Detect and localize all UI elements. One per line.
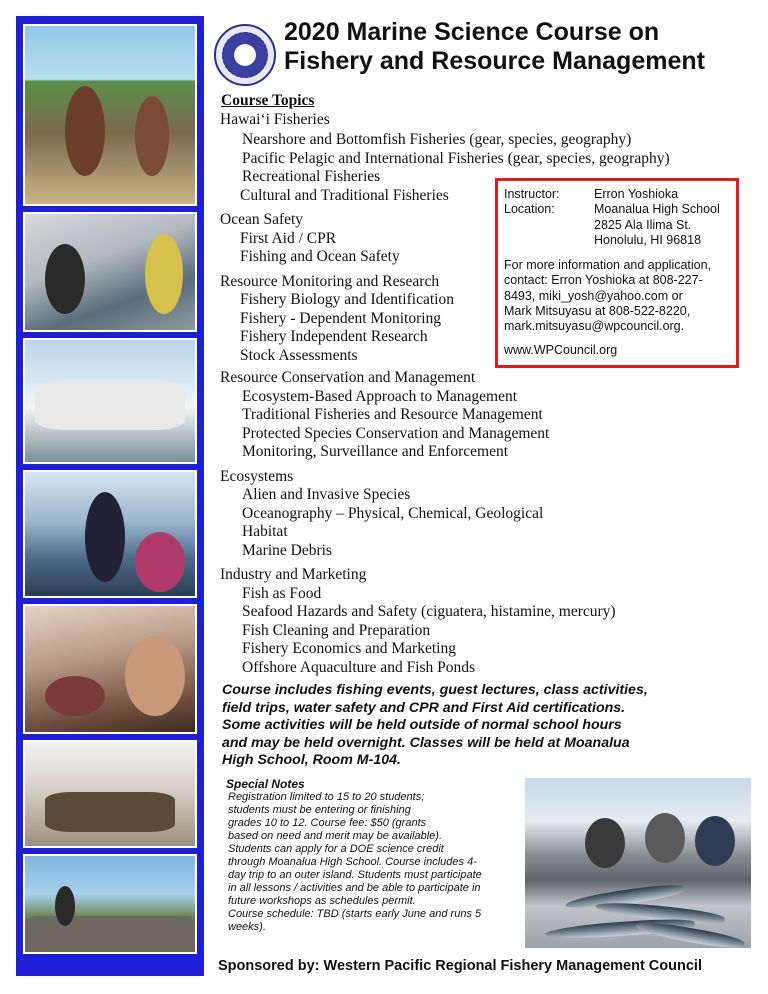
title-line-2: Fishery and Resource Management — [284, 47, 705, 75]
topic-item: Habitat — [242, 523, 288, 540]
photo-strip — [16, 16, 204, 976]
note-line: in all lessons / activities and be able to participate in — [228, 882, 481, 894]
photo-fish-lab — [23, 212, 197, 332]
course-highlights — [222, 682, 752, 770]
photo-group-shirts — [23, 338, 197, 464]
website-link[interactable]: www.WPCouncil.org — [504, 342, 618, 357]
location-line: 2825 Ala Ilima St. — [594, 217, 692, 232]
topic-group-ecosystems — [218, 468, 738, 561]
topic-group-industry-marketing — [218, 566, 738, 677]
note-line: weeks). — [228, 921, 266, 933]
title-line-1: 2020 Marine Science Course on — [284, 18, 660, 46]
topic-item: Seafood Hazards and Safety (ciguatera, histamine, mercury) — [242, 603, 616, 620]
topic-item: Nearshore and Bottomfish Fisheries (gear, species, geography) — [242, 131, 632, 148]
note-line: students must be entering or finishing — [228, 804, 411, 816]
sponsor-line: Sponsored by: Western Pacific Regional Fishery Management Council — [218, 958, 702, 974]
note-line: day trip to an outer island. Students must participate — [228, 869, 482, 881]
topic-item: Oceanography – Physical, Chemical, Geological — [242, 504, 544, 522]
photo-fish-auction — [525, 778, 751, 948]
photo-hula-dancers — [23, 24, 197, 206]
group-name: Ocean Safety — [220, 211, 304, 228]
group-name: Hawai‘i Fisheries — [220, 110, 330, 128]
topic-item: Recreational Fisheries — [242, 168, 381, 185]
instructor-label: Instructor: — [504, 187, 560, 201]
group-name: Industry and Marketing — [220, 566, 367, 583]
topic-item: Monitoring, Surveillance and Enforcement — [242, 443, 509, 460]
contact-line: 8493, miki_yosh@yahoo.com or — [504, 288, 683, 303]
topic-item: Fish Cleaning and Preparation — [242, 621, 431, 639]
highlight-line: High School, Room M-104. — [222, 752, 401, 768]
note-line: Students can apply for a DOE science credit — [228, 843, 444, 855]
photo-classroom — [23, 740, 197, 848]
topic-item: Pacific Pelagic and International Fisheries (gear, species, geography) — [242, 149, 670, 167]
location-line: Moanalua High School — [594, 202, 720, 217]
topic-item: Fish as Food — [242, 584, 322, 602]
group-name: Resource Conservation and Management — [220, 369, 476, 386]
location-row — [504, 202, 730, 248]
location-label: Location: — [504, 202, 555, 217]
note-line: based on need and merit may be available). — [228, 830, 443, 842]
location-line: Honolulu, HI 96818 — [594, 232, 702, 247]
topic-item: Marine Debris — [242, 541, 332, 559]
contact-line: Mark Mitsuyasu at 808-522-8220, — [504, 304, 691, 319]
topic-item: Fishery Economics and Marketing — [242, 640, 456, 657]
contact-line: mark.mitsuyasu@wpcouncil.org. — [504, 319, 685, 334]
topic-item: Stock Assessments — [240, 346, 358, 364]
topic-group-resource-conservation — [218, 369, 738, 462]
photo-fish-cleaning — [23, 604, 197, 734]
notes-heading: Special Notes — [226, 777, 305, 791]
topic-item: Fishery Independent Research — [240, 328, 428, 345]
topic-item: First Aid / CPR — [240, 229, 337, 247]
note-line: Registration limited to 15 to 20 students; — [228, 791, 425, 803]
note-line: Course schedule: TBD (starts early June and runs 5 — [228, 908, 482, 920]
note-line: future workshops as schedules permit. — [228, 895, 416, 907]
special-notes — [226, 777, 522, 934]
notes-body — [228, 791, 522, 934]
council-seal-logo — [214, 24, 276, 86]
contact-line: contact: Erron Yoshioka at 808-227- — [504, 273, 703, 288]
topic-item: Traditional Fisheries and Resource Management — [242, 406, 543, 423]
highlight-line: and may be held overnight. Classes will be held at Moanalua — [222, 734, 630, 751]
topic-item: Cultural and Traditional Fisheries — [240, 186, 449, 204]
instructor-value: Erron Yoshioka — [594, 187, 679, 201]
contact-text — [504, 258, 730, 334]
note-line: grades 10 to 12. Course fee: $50 (grants — [228, 817, 427, 829]
highlight-line: Course includes fishing events, guest lectures, class activities, — [222, 682, 648, 698]
group-name: Ecosystems — [220, 467, 294, 485]
topics-heading: Course Topics — [221, 92, 315, 109]
highlight-line: field trips, water safety and CPR and First Aid certifications. — [222, 699, 626, 716]
topic-item: Offshore Aquaculture and Fish Ponds — [242, 658, 476, 676]
instructor-row — [504, 187, 730, 202]
photo-fishing-boat — [23, 470, 197, 598]
topic-item: Alien and Invasive Species — [242, 486, 411, 503]
contact-line: For more information and application, — [504, 258, 712, 273]
topic-item: Fishery - Dependent Monitoring — [240, 309, 442, 327]
page-title — [284, 18, 754, 76]
topic-item: Fishing and Ocean Safety — [240, 248, 400, 265]
note-line: through Moanalua High School. Course includes 4- — [228, 856, 477, 868]
group-name: Resource Monitoring and Research — [220, 272, 440, 290]
topic-item: Protected Species Conservation and Management — [242, 424, 550, 442]
photo-shoreline — [23, 854, 197, 954]
topic-item: Ecosystem-Based Approach to Management — [242, 387, 518, 405]
highlight-line: Some activities will be held outside of normal school hours — [222, 717, 622, 733]
topic-item: Fishery Biology and Identification — [240, 291, 454, 308]
contact-info-box — [495, 178, 739, 368]
